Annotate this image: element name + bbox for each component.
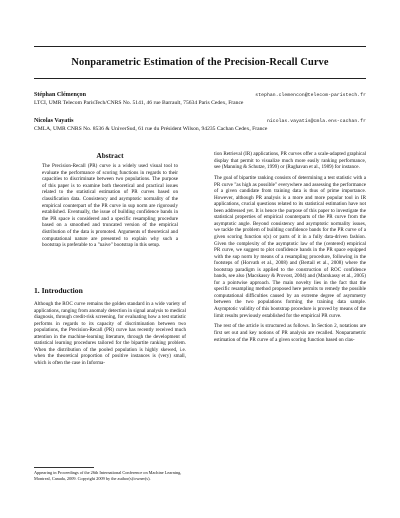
section-heading-introduction: 1. Introduction bbox=[34, 286, 83, 295]
author-block-1 bbox=[34, 92, 366, 106]
author-name: Nicolas Vayatis bbox=[34, 118, 74, 124]
author-email: stephan.clemencon@telecom-paristech.fr bbox=[255, 93, 366, 98]
paragraph: The rest of the article is structured as follows. In Section 2, notations are first set out and key notions of PR analysis are recalled. Nonparametric estimation of the PR curve of a given scoring function based on clas- bbox=[214, 323, 366, 343]
right-column bbox=[214, 151, 366, 347]
author-affiliation: CMLA, UMR CNRS No. 8536 & UniverSud, 61 rue du Président Wilson, 94235 Cachan Cedex, France bbox=[34, 126, 268, 132]
abstract-text: The Precision-Recall (PR) curve is a widely used visual tool to evaluate the performance of scoring functions in regards to their capacities to discriminate between two populations. The purpose of this paper is to examine both theoretical and practical issues related to the statistical estimation of PR curves based on classification data. Consistency and asymptotic normality of the empirical counterpart of the PR curve in sup norm are rigorously established. Eventually, the issue of building confidence bands in the PR space is considered and a specific resampling procedure based on a smoothed and truncated version of the empirical distribution of the data is promoted. Arguments of theoretical and computational nature are presented to explain why such a bootstrap is preferable to a "naive" bootstrap in this setup. bbox=[42, 163, 178, 249]
title-rule-bottom bbox=[34, 78, 366, 79]
author-affiliation: LTCI, UMR Telecom ParisTech/CNRS No. 5141, 46 rue Barrault, 75634 Paris Cedex, France bbox=[34, 100, 244, 106]
title-rule-top bbox=[34, 46, 366, 47]
author-name: Stéphan Clémençon bbox=[34, 92, 86, 98]
abstract-heading: Abstract bbox=[96, 151, 124, 160]
intro-column bbox=[34, 301, 186, 371]
paper-title: Nonparametric Estimation of the Precision-Recall Curve bbox=[71, 57, 329, 68]
author-email: nicolas.vayatis@cmla.ens-cachan.fr bbox=[266, 119, 366, 124]
footnote-rule bbox=[34, 467, 94, 468]
paragraph: tion Retrieval (IR) applications, PR curves offer a scale-adapted graphical display that permit to visualize much more easily ranking performance, see (Manning & Schutze, 1999) or (Raghavan et al., 1989) for instance. bbox=[214, 151, 366, 171]
paragraph: The goal of bipartite ranking consists of determining a test statistic with a PR curve "as high as possible" everywhere and assessing the performance of a given candidate from training data is thus of prime importance. However, although PR analysis is a more and more popular tool in IR applications, crucial questions related to its statistical estimation have not been addressed yet. It is hence the purpose of this paper to investigate the statistical properties of empirical counterparts of the PR curve from the asymptotic angle. Beyond consistency and asymptotic normality issues, we tackle the problem of building confidence bands for the PR curve of a given scoring function s(x) or parts of it in a fully data-driven fashion. Given the complexity of the asymptotic law of the (centered) empirical PR curve, we suggest to plot confidence bands in the PR space equipped with the sup norm by means of a resampling procedure, following in the footsteps of (Horvath et al., 2008) and (Bertail et al., 2008) where the bootstrap paradigm is applied to the construction of ROC confidence bands, see also (Macskassy & Provost, 2004) and (Macskassy et al., 2005) for a pointwise approach. The main novelty lies in the fact that the specific resampling method proposed here permits to remedy the possible computational difficulties caused by an extreme degree of asymmetry between the two populations forming the training data sample. Asymptotic validity of this bootstrap procedure is proved by means of the limit results previously established for the empirical PR curve. bbox=[214, 175, 366, 319]
footnote: Appearing in Proceedings of the 26th International Conference on Machine Learning, Montreal, Canada, 2009. Copyright 2009 by the author(s)/owner(s). bbox=[34, 470, 182, 481]
paragraph: Although the ROC curve remains the golden standard in a wide variety of applications, ranging from anomaly detection in signal analysis to medical diagnosis, through credit-risk screening, for evaluating how a test statistic performs in regards to its capacity of discrimination between two populations, the Precision-Recall (PR) curve has recently received much attention in the machine-learning literature, through the development of statistical learning procedures tailored for the bipartite ranking problem. When the distribution of the pooled population is highly skewed, i.e. when the theoretical proportion of positive instances is (very) small, which is often the case in Informa- bbox=[34, 301, 186, 366]
author-block-2 bbox=[34, 118, 366, 132]
